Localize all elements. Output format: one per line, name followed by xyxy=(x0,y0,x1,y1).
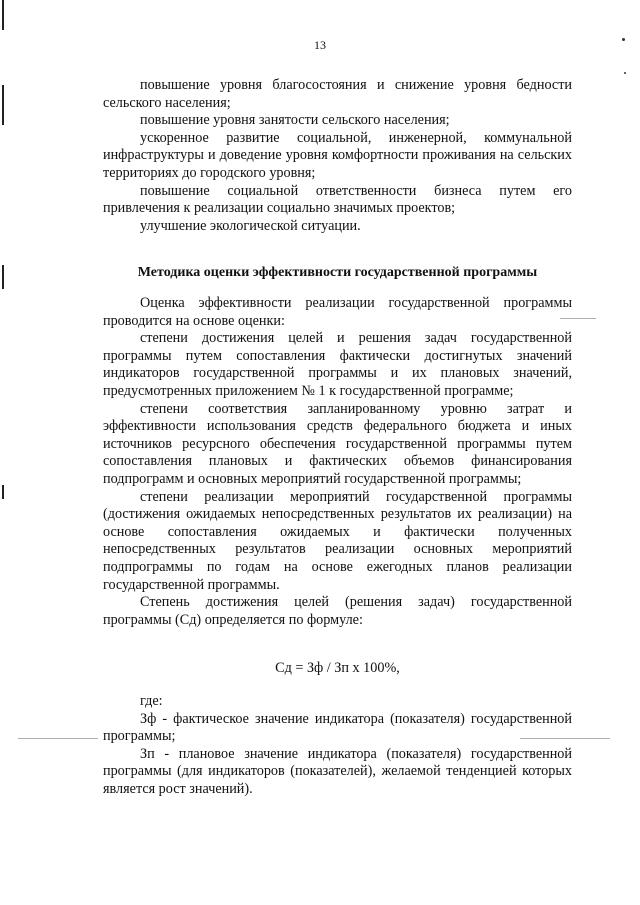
paragraph: повышение уровня благосостояния и снижение уровня бедности сельского населения; xyxy=(103,77,572,111)
paragraph: Оценка эффективности реализации государственной программы проводится на основе оценки: xyxy=(103,295,572,329)
paragraph: Степень достижения целей (решения задач) государственной программы (Сд) определяется по формуле: xyxy=(103,594,572,628)
page-number: 13 xyxy=(314,38,326,52)
goals-list xyxy=(103,77,572,235)
paragraph: степени соответствия запланированному уровню затрат и эффективности использования средств федерального бюджета и иных источников ресурсного обеспечения государственной программы путем сопоставления плановых и фактических объемов финансирования подпрограмм и основных мероприятий государственной программы; xyxy=(103,400,572,487)
scan-edge-mark xyxy=(2,265,4,289)
paragraph: Зф - фактическое значение индикатора (показателя) государственной программы; xyxy=(103,710,572,745)
scan-speck xyxy=(624,72,626,74)
scan-edge-mark xyxy=(2,85,4,125)
section-heading: Методика оценки эффективности государственной программы xyxy=(137,265,538,280)
formula-legend xyxy=(103,693,572,799)
scan-edge-mark xyxy=(2,0,4,30)
paragraph: повышение социальной ответственности бизнеса путем его привлечения к реализации социально значимых проектов; xyxy=(103,182,572,217)
methodology-text xyxy=(103,295,572,629)
paragraph: степени достижения целей и решения задач государственной программы путем сопоставления фактически достигнутых значений индикаторов государственной программы и их плановых значений, предусмотренных приложением № 1 к государственной программе; xyxy=(103,330,572,399)
formula: Сд = Зф / Зп х 100%, xyxy=(275,660,400,676)
paragraph: повышение уровня занятости сельского населения; xyxy=(140,112,450,129)
scan-artifact-line xyxy=(18,738,98,739)
paragraph: ускоренное развитие социальной, инженерной, коммунальной инфраструктуры и доведение уровня комфортности проживания на сельских территориях до городского уровня; xyxy=(103,129,572,181)
scan-edge-mark xyxy=(2,485,4,499)
paragraph: степени реализации мероприятий государственной программы (достижения ожидаемых непосредственных результатов их реализации) на основе сопоставления ожидаемых и фактически полученных непосредственных результатов реализации основных мероприятий подпрограммы по годам на основе ежегодных планов реализации государственной программы. xyxy=(103,488,572,593)
paragraph: улучшение экологической ситуации. xyxy=(140,217,361,234)
paragraph: Зп - плановое значение индикатора (показателя) государственной программы (для индикаторов (показателей), желаемой тенденцией которых является рост значений). xyxy=(103,745,572,797)
paragraph: где: xyxy=(140,693,163,709)
